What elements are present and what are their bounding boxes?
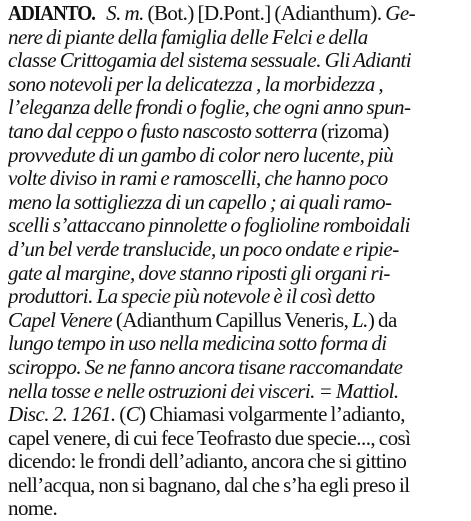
citation: Disc. 2. 1261. (8, 403, 116, 427)
text-segment: Capel Venere (8, 308, 116, 332)
entry-line: capel venere, di cui fece Teofrasto due specie..., così (8, 426, 411, 450)
entry-line: nome. (8, 497, 58, 521)
entry-line: gate al margine, dove stanno riposti gli organi ri- (8, 261, 390, 285)
entry-line: sono notevoli per la delicatezza , la morbidezza , (8, 72, 384, 96)
entry-line (8, 120, 466, 144)
entry-line: dicendo: le frondi dell’adianto, ancora che si gittino (8, 450, 407, 474)
text-segment: (Adianthum Capillus Veneris, (115, 308, 353, 332)
text-segment: tano dal ceppo o fusto nascosto sotterra (8, 119, 321, 143)
entry-line: nella tosse e nelle ostruzioni dei visceri. = Mattiol. (8, 379, 399, 403)
dictionary-entry (8, 2, 466, 521)
entry-line (8, 309, 466, 333)
grammar-label: S. m. (102, 2, 144, 25)
text-segment: Ge- (381, 2, 416, 25)
text-segment: C (125, 403, 140, 427)
entry-line: volte diviso in rami e ramoscelli, che hanno poco (8, 167, 388, 191)
entry-line: provvedute di un gambo di color nero lucente, più (8, 143, 394, 167)
source-note: (Bot.) [D.Pont.] (Adianthum). (143, 2, 382, 25)
headword: ADIANTO. (8, 2, 95, 25)
text-segment: ) Chiamasi volgarmente l’adianto, (139, 403, 405, 427)
entry-line: sciroppo. Se ne fanno ancora tisane raccomandate (8, 355, 403, 379)
entry-line: produttori. La specie più notevole è il così detto (8, 285, 375, 309)
text-segment: (rizoma) (320, 119, 389, 143)
entry-line: scelli s’attaccano pinnolette o foglioline romboidali (8, 214, 410, 238)
entry-line: lungo tempo in uso nella medicina sotto forma di (8, 332, 387, 356)
text-segment: L. (352, 308, 368, 332)
entry-line (8, 2, 466, 26)
entry-line: nell’acqua, non si bagnano, dal che s’ha egli preso il (8, 473, 410, 497)
entry-line: d’un bel verde translucide, un poco ondate e ripie- (8, 237, 399, 261)
entry-line: l’eleganza delle frondi o foglie, che ogni anno spun- (8, 96, 411, 120)
text-segment: ( (115, 403, 126, 427)
entry-line: meno la sottigliezza di un capello ; ai quali ramo- (8, 190, 392, 214)
text-segment: ) da (367, 308, 397, 332)
entry-line: classe Crittogamia del sistema sessuale. Gli Adianti (8, 49, 412, 73)
entry-line (8, 403, 466, 427)
entry-line: nere di piante della famiglia delle Felci e della (8, 25, 368, 49)
